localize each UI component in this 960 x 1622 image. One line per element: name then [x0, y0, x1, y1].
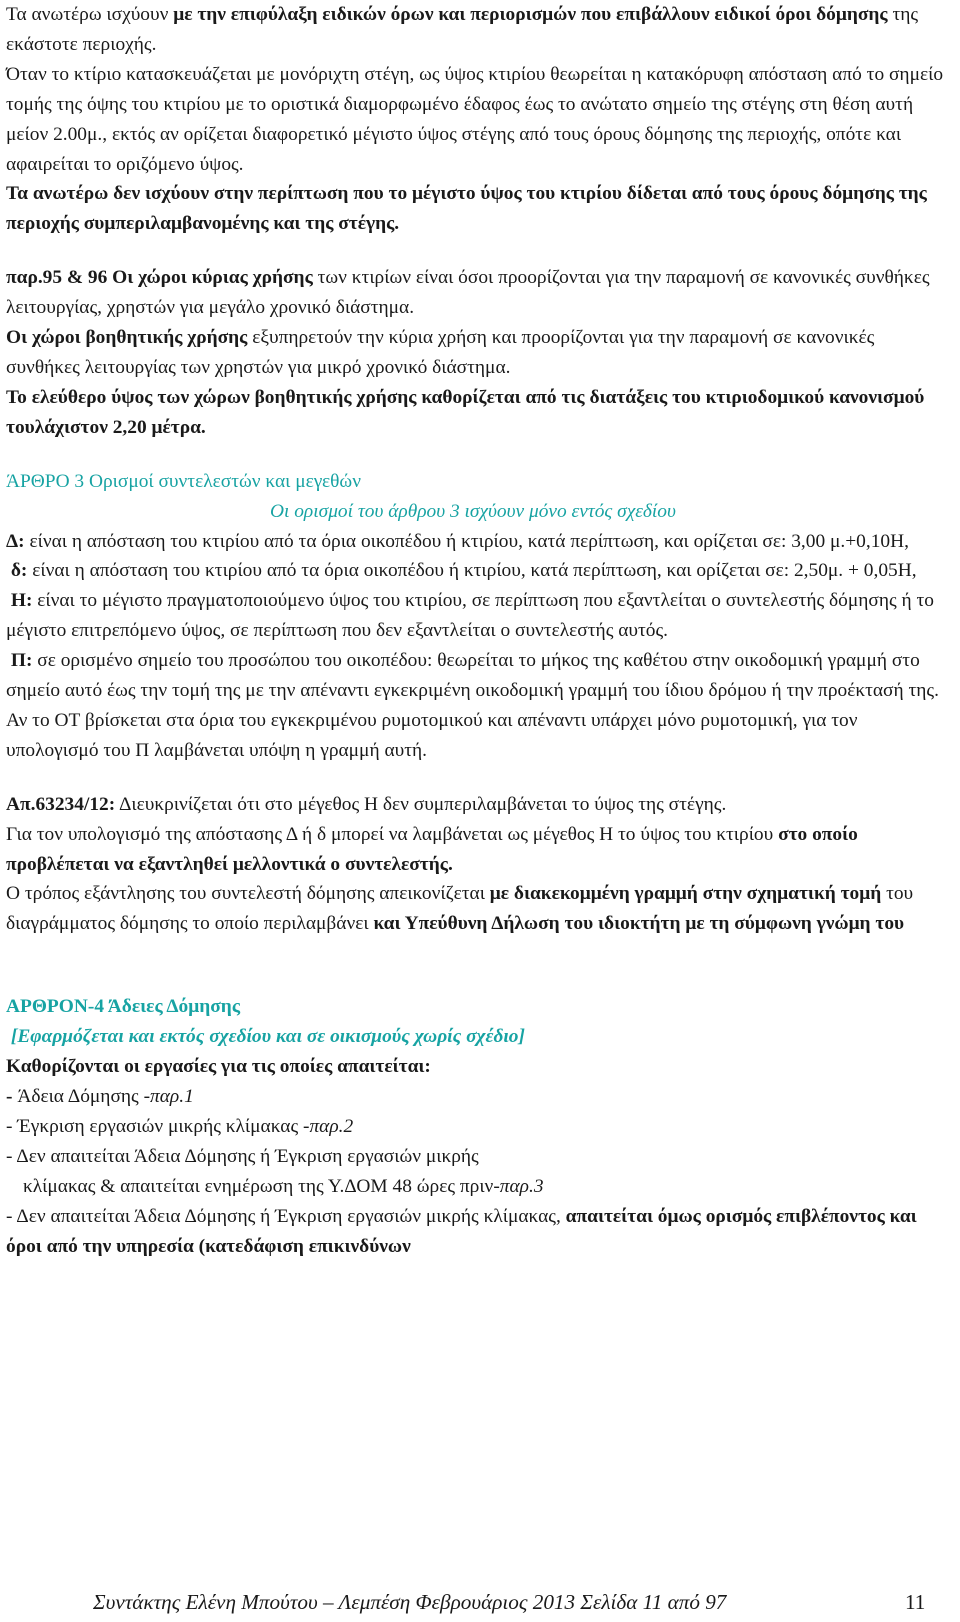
- paragraph-ref: παρ.2: [309, 1115, 354, 1137]
- text-run: των κτιρίων είναι όσοι προορίζονται για την παραμονή σε κανονικές συνθήκες λειτουργίας, χρηστών για μεγάλο χρονικό διάστημα.: [6, 267, 930, 319]
- bold-run: και Υπεύθυνη Δήλωση του ιδιοκτήτη με τη σύμφωνη γνώμη του: [373, 913, 905, 935]
- text-run: Άδεια Δόμησης -: [17, 1086, 151, 1107]
- text-run: Τα ανωτέρω ισχύουν: [6, 4, 174, 25]
- paragraph-OT: Αν το ΟΤ βρίσκεται στα όρια του εγκεκριμένου ρυμοτομικού και απέναντι υπάρχει μόνο ρυμοτομική, για τον υπολογισμό του Π λαμβάνεται υπόψη η γραμμή αυτή.: [6, 709, 858, 761]
- footer-text: Συντάκτης Ελένη Μπούτου – Λεμπέση Φεβρουάριος 2013 Σελίδα 11 από 97: [93, 1590, 727, 1614]
- document-page: [6, 0, 951, 1261]
- subtitle-text: [Εφαρμόζεται και εκτός σχεδίου και σε οικισμούς χωρίς σχέδιο]: [10, 1026, 525, 1048]
- list-item: [6, 1082, 951, 1112]
- article-4-title: ΑΡΘΡΟΝ-4 Άδειες Δόμησης: [6, 996, 240, 1018]
- definition-label: δ:: [10, 560, 28, 582]
- text-run: κλίμακας & απαιτείται ενημέρωση της Υ.ΔΟΜ 48 ώρες πριν-: [23, 1175, 500, 1197]
- list-item: [6, 1202, 951, 1262]
- bold-run: με διακεκομμένη γραμμή στην σχηματική τομή: [489, 883, 882, 905]
- list-dash: -: [6, 1086, 18, 1107]
- definition-d: [6, 556, 951, 586]
- paragraph-ref: παρ.1: [150, 1086, 194, 1107]
- paragraph-exhaustion: [6, 879, 951, 939]
- bold-run: παρ.95 & 96 Οι χώροι κύριας χρήσης: [6, 267, 313, 289]
- definition-label: Π:: [10, 650, 33, 672]
- paragraph-ap-63234: [6, 790, 951, 820]
- definition-P: [6, 646, 951, 706]
- bold-run: Απ.63234/12:: [6, 793, 116, 815]
- article-4-heading: Καθορίζονται οι εργασίες για τις οποίες απαιτείται:: [6, 1056, 431, 1078]
- paragraph-free-height: Το ελεύθερο ύψος των χώρων βοηθητικής χρήσης καθορίζεται από τις διατάξεις του κτιριοδομικού κανονισμού τουλάχιστον 2,20 μέτρα.: [6, 386, 925, 438]
- text-run: εξυπηρετούν την κύρια χρήση και προορίζονται για την παραμονή σε κανονικές συνθήκες λειτουργίας των χρηστών για μικρό χρονικό διάστημα.: [6, 327, 875, 378]
- paragraph-single-pitch-roof: Όταν το κτίριο κατασκευάζεται με μονόριχτη στέγη, ως ύψος κτιρίου θεωρείται η κατακόρυφη απόσταση από το σημείο τομής της όψης του κτιρίου με το οριστικά διαμορφωμένο έδαφος έως το ανώτατο σημείο της στέγης στη θέση αυτή μείον 2.00μ., εκτός αν ορίζεται διαφορετικό μέγιστο ύψος στέγης από τους όρους δόμησης της περιοχής, οπότε και αφαιρείται το οριζόμενο ύψος.: [6, 63, 944, 175]
- paragraph-distance-calc: [6, 820, 951, 880]
- definition-text: είναι η απόσταση του κτιρίου από τα όρια οικοπέδου ή κτιρίου, κατά περίπτωση, και ορίζεται σε: 3,00 μ.+0,10Η,: [24, 530, 909, 552]
- text-run: - Δεν απαιτείται Άδεια Δόμησης ή Έγκριση εργασιών μικρής κλίμακας,: [6, 1205, 566, 1227]
- text-run: Διευκρινίζεται ότι στο μέγεθος Η δεν συμπεριλαμβάνεται το ύψος της στέγης.: [115, 793, 727, 815]
- definition-label: Δ:: [6, 530, 25, 552]
- list-item: [6, 1142, 951, 1172]
- bold-run: με την επιφύλαξη ειδικών όρων και περιορισμών που επιβάλλουν ειδικοί όροι δόμησης: [173, 4, 888, 25]
- paragraph-ref: παρ.3: [499, 1175, 544, 1197]
- article-4-subtitle: [6, 1022, 951, 1052]
- list-item-continuation: [6, 1172, 951, 1202]
- definition-text: σε ορισμένο σημείο του προσώπου του οικοπέδου: θεωρείται το μήκος της καθέτου στην οικοδομική γραμμή στο σημείο αυτό έως την τομή της με την απέναντι εγκεκριμένη οικοδομική γραμμή του ίδιου δρόμου ή την προέκτασή της.: [6, 650, 939, 702]
- page-number: 11: [905, 1590, 926, 1614]
- list-item: [6, 1112, 951, 1142]
- text-run: Ο τρόπος εξάντλησης του συντελεστή δόμησης απεικονίζεται: [6, 883, 490, 905]
- subtitle-text: Οι ορισμοί του άρθρου 3 ισχύουν μόνο εντός σχεδίου: [270, 500, 676, 522]
- definition-label: Η:: [10, 590, 33, 612]
- bold-run: στο οποίο προβλέπεται να εξαντληθεί μελλοντικά ο συντελεστής.: [6, 823, 858, 875]
- paragraph-main-use-spaces: [6, 263, 951, 323]
- paragraph-exception: Τα ανωτέρω δεν ισχύουν στην περίπτωση που το μέγιστο ύψος του κτιρίου δίδεται από τους όρους δόμησης της περιοχής συμπεριλαμβανομένης και της στέγης.: [6, 183, 927, 235]
- paragraph-restrictions: [6, 0, 951, 60]
- text-run: της εκάστοτε περιοχής.: [6, 4, 919, 55]
- definition-text: είναι η απόσταση του κτιρίου από τα όρια οικοπέδου ή κτιρίου, κατά περίπτωση, και ορίζεται σε: 2,50μ. + 0,05Η,: [27, 560, 917, 582]
- definition-D: [6, 527, 951, 557]
- text-run: Για τον υπολογισμό της απόστασης Δ ή δ μπορεί να λαμβάνεται ως μέγεθος Η το ύψος του κτιρίου: [6, 823, 779, 845]
- text-run: του διαγράμματος δόμησης το οποίο περιλαμβάνει: [6, 883, 914, 935]
- bold-run: απαιτείται όμως ορισμός επιβλέποντος και όροι από την υπηρεσία (κατεδάφιση επικινδύνων: [6, 1205, 917, 1257]
- definition-H: [6, 586, 951, 646]
- text-run: - Έγκριση εργασιών μικρής κλίμακας -: [6, 1115, 310, 1137]
- text-run: - Δεν απαιτείται Άδεια Δόμησης ή Έγκριση εργασιών μικρής: [6, 1145, 479, 1167]
- bold-run: Οι χώροι βοηθητικής χρήσης: [6, 327, 248, 349]
- article-3-subtitle: [6, 497, 951, 527]
- definition-text: είναι το μέγιστο πραγματοποιούμενο ύψος του κτιρίου, σε περίπτωση που εξαντλείται ο συντελεστής δόμησης ή το μέγιστο επιτρεπόμενο ύψος, σε περίπτωση που δεν εξαντλείται ο συντελεστής αυτός.: [6, 590, 934, 642]
- paragraph-auxiliary-spaces: [6, 323, 951, 383]
- article-3-title: ΆΡΘΡΟ 3 Ορισμοί συντελεστών και μεγεθών: [6, 470, 361, 492]
